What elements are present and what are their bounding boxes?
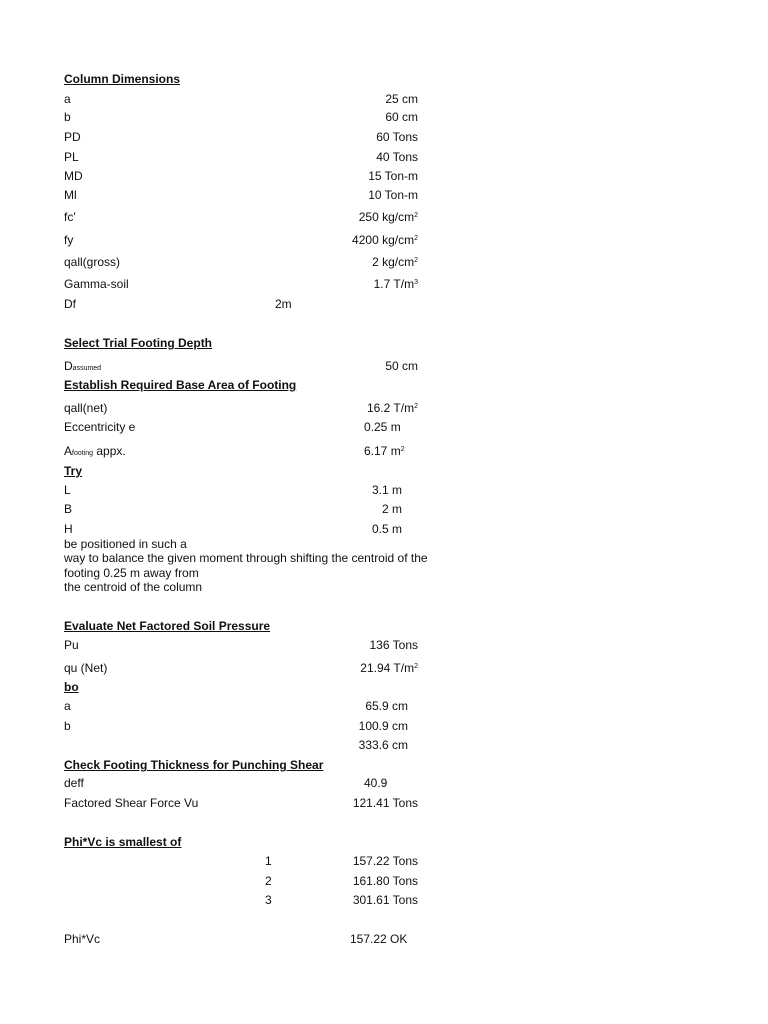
l-label: L (64, 483, 71, 497)
deff-value: 40.9 (364, 776, 388, 790)
md-label: MD (64, 169, 83, 183)
phi-row-2-number: 2 (265, 874, 272, 888)
col-a-value: 25 cm (385, 92, 418, 106)
phi-row-2-value: 161.80 Tons (352, 874, 418, 888)
bo-b-label: b (64, 719, 71, 733)
phi-row-3-value: 301.61 Tons (352, 893, 418, 907)
qall-net-label: qall(net) (64, 401, 108, 415)
bo-total-value: 333.6 cm (358, 738, 408, 752)
l-value: 3.1 m (371, 483, 402, 497)
pl-value: 40 Tons (376, 150, 418, 164)
base-area-heading: Establish Required Base Area of Footing (64, 378, 297, 392)
a-footing-value: 6.17 $m^2$ (364, 444, 405, 458)
eccentricity-label: Eccentricity e (64, 420, 136, 434)
ml-value: 10 Ton-m (368, 188, 418, 202)
d-assumed-value: 50 cm (385, 359, 418, 373)
qu-net-value: 21.94 $T/m^2$ (360, 661, 418, 675)
phi-row-1-value: 157.22 Tons (352, 854, 418, 868)
vu-label: Factored Shear Force Vu (64, 796, 199, 810)
phi-vc-final-value: 157.22 OK (350, 932, 408, 946)
phi-row-3-number: 3 (265, 893, 272, 907)
column-dimensions-heading: Column Dimensions (64, 72, 181, 86)
pd-label: PD (64, 130, 81, 144)
bo-a-value: 65.9 cm (365, 699, 408, 713)
pd-value: 60 Tons (376, 130, 418, 144)
fc-value: 250 $kg/cm^2$ (358, 210, 418, 224)
df-label: Df (64, 297, 76, 311)
note-line-3: footing 0.25 m away from (64, 566, 199, 580)
bo-b-value: 100.9 cm (358, 719, 408, 733)
h-value: 0.5 m (371, 522, 402, 536)
col-b-label: b (64, 110, 71, 124)
ml-label: Ml (64, 188, 77, 202)
phi-vc-heading: Phi*Vc is smallest of (64, 835, 182, 849)
a-footing-label: Afooting appx. (64, 444, 126, 458)
col-a-label: a (64, 92, 71, 106)
md-value: 15 Ton-m (368, 169, 418, 183)
qall-gross-label: qall(gross) (64, 255, 121, 269)
pu-value: 136 Tons (369, 638, 418, 652)
note-line-1: be positioned in such a (64, 537, 187, 551)
net-pressure-heading: Evaluate Net Factored Soil Pressure (64, 619, 271, 633)
qu-net-label: qu (Net) (64, 661, 108, 675)
qall-net-value: 16.2 $T/m^2$ (366, 401, 418, 415)
df-value: 2m (275, 297, 292, 311)
gamma-soil-label: Gamma-soil (64, 277, 129, 291)
fy-value: 4200 $kg/cm^2$ (352, 233, 418, 247)
note-line-4: the centroid of the column (64, 580, 203, 594)
d-assumed-label: Dassumed (64, 359, 102, 373)
pl-label: PL (64, 150, 79, 164)
phi-row-1-number: 1 (265, 854, 272, 868)
b-label: B (64, 502, 73, 516)
deff-label: deff (64, 776, 84, 790)
fc-label: fc' (64, 210, 76, 224)
bo-heading: bo (64, 680, 79, 694)
punching-shear-heading: Check Footing Thickness for Punching Shear (64, 758, 324, 772)
note-line-2: way to balance the given moment through shifting the centroid of the (64, 551, 428, 565)
eccentricity-value: 0.25 m (364, 420, 401, 434)
pu-label: Pu (64, 638, 79, 652)
h-label: H (64, 522, 73, 536)
vu-value: 121.41 Tons (352, 796, 418, 810)
b-value: 2 m (381, 502, 402, 516)
try-heading: Try (64, 464, 83, 478)
col-b-value: 60 cm (385, 110, 418, 124)
trial-depth-heading: Select Trial Footing Depth (64, 336, 213, 350)
phi-vc-final-label: Phi*Vc (64, 932, 101, 946)
bo-a-label: a (64, 699, 71, 713)
fy-label: fy (64, 233, 74, 247)
gamma-soil-value: 1.7 $T/m^3$ (373, 277, 418, 291)
qall-gross-value: 2 $kg/cm^2$ (372, 255, 418, 269)
